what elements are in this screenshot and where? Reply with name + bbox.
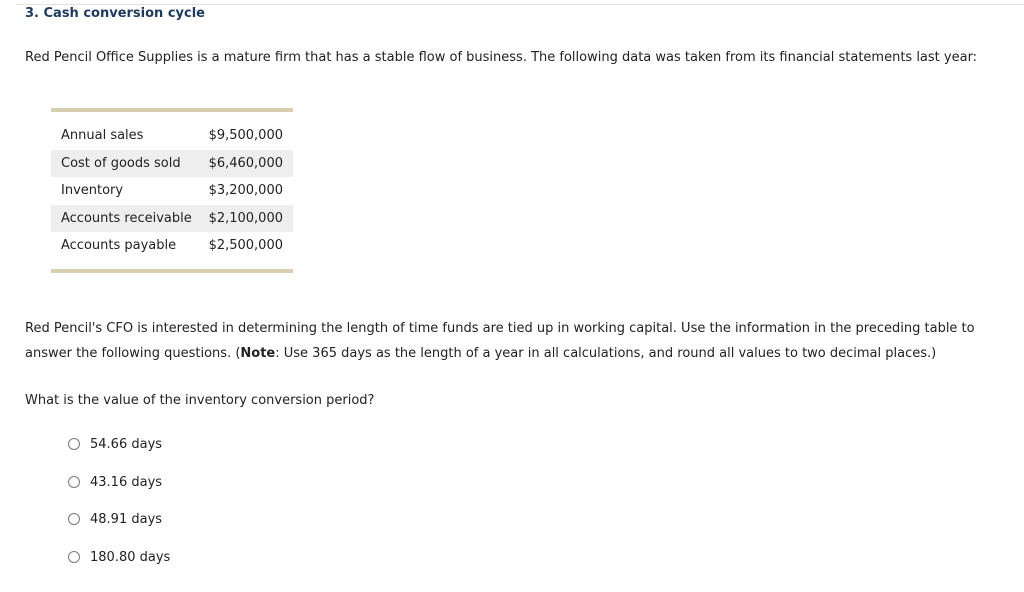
radio-unselected-icon[interactable] [68, 551, 80, 563]
row-label: Accounts receivable [51, 205, 202, 233]
row-value: $9,500,000 [208, 128, 283, 144]
table-row [51, 122, 293, 150]
row-label: Inventory [61, 183, 124, 199]
table-row [51, 177, 293, 205]
note-label: Note [240, 346, 276, 361]
radio-unselected-icon[interactable] [68, 513, 80, 525]
row-label: Cost of goods sold [51, 150, 202, 178]
radio-unselected-icon[interactable] [68, 438, 80, 450]
instructions-paragraph [25, 316, 1015, 366]
financial-data-table [51, 108, 293, 273]
answer-option-label[interactable]: 43.16 days [90, 474, 163, 490]
row-value: $2,100,000 [202, 205, 293, 233]
answer-option-label[interactable]: 54.66 days [90, 437, 163, 452]
table-row [51, 150, 293, 178]
answer-option-label[interactable]: 180.80 days [90, 549, 171, 565]
answer-option[interactable] [68, 549, 170, 587]
radio-unselected-icon[interactable] [68, 476, 80, 488]
top-divider [16, 4, 1024, 5]
row-value: $6,460,000 [202, 150, 293, 178]
row-label: Accounts payable [61, 238, 177, 254]
answer-option[interactable] [68, 474, 170, 512]
instructions-text: Red Pencil's CFO is interested in determining the length of time funds are tied up in working capital. Use the information in the preceding table to answer the following questions. ( [25, 321, 975, 361]
question-text: What is the value of the inventory conversion period? [25, 393, 375, 408]
row-label: Annual sales [61, 128, 144, 144]
table-row [51, 232, 293, 260]
intro-paragraph: Red Pencil Office Supplies is a mature firm that has a stable flow of business. The following data was taken from its financial statements last year: [25, 50, 978, 65]
table-row [51, 205, 293, 233]
instructions-note-text: : Use 365 days as the length of a year in all calculations, and round all values to two decimal places.) [275, 346, 937, 361]
section-title: 3. Cash conversion cycle [25, 6, 206, 21]
answer-options [68, 436, 170, 586]
row-value: $3,200,000 [208, 183, 283, 199]
answer-option[interactable] [68, 511, 170, 549]
answer-option-label[interactable]: 48.91 days [90, 512, 163, 528]
answer-option[interactable] [68, 436, 170, 474]
row-value: $2,500,000 [208, 238, 283, 254]
